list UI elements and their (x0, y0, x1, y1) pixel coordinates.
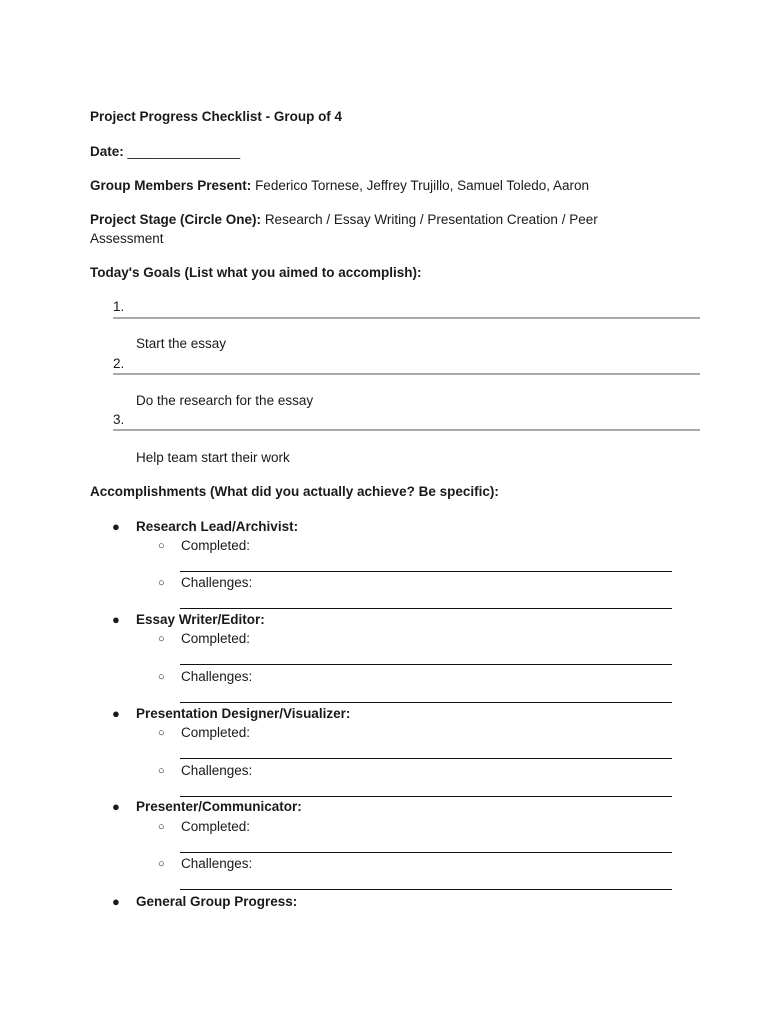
circle-bullet-icon: ○ (158, 577, 165, 589)
completed-line (180, 664, 672, 665)
project-stage (90, 212, 598, 227)
date-blank: _______________ (127, 144, 241, 159)
circle-bullet-icon: ○ (158, 633, 165, 645)
stage-label: Project Stage (Circle One): (90, 212, 262, 227)
completed-label: Completed: (181, 819, 251, 834)
completed-line (180, 758, 672, 759)
bullet-icon: ● (112, 706, 120, 721)
completed-line (180, 571, 672, 572)
goal-number: 1. (113, 299, 125, 314)
circle-bullet-icon: ○ (158, 765, 165, 777)
circle-bullet-icon: ○ (158, 540, 165, 552)
page-title: Project Progress Checklist - Group of 4 (90, 109, 343, 124)
goal-divider (113, 373, 700, 375)
goal-text: Help team start their work (136, 450, 290, 465)
members-label: Group Members Present: (90, 178, 252, 193)
date-label: Date: (90, 144, 124, 159)
challenges-label: Challenges: (181, 575, 253, 590)
challenges-line (180, 608, 672, 609)
goal-text: Start the essay (136, 336, 227, 351)
role-label: Essay Writer/Editor: (136, 612, 265, 627)
circle-bullet-icon: ○ (158, 858, 165, 870)
goal-text: Do the research for the essay (136, 393, 314, 408)
members-value: Federico Tornese, Jeffrey Trujillo, Samuel Toledo, Aaron (255, 178, 589, 193)
circle-bullet-icon: ○ (158, 671, 165, 683)
challenges-label: Challenges: (181, 856, 253, 871)
bullet-icon: ● (112, 519, 120, 534)
group-members (90, 178, 589, 193)
stage-options-cont: Assessment (90, 231, 164, 246)
challenges-label: Challenges: (181, 763, 253, 778)
challenges-line (180, 889, 672, 890)
role-label: Presenter/Communicator: (136, 799, 302, 814)
circle-bullet-icon: ○ (158, 821, 165, 833)
role-label: Presentation Designer/Visualizer: (136, 706, 351, 721)
stage-options: Research / Essay Writing / Presentation Creation / Peer (264, 212, 598, 227)
bullet-icon: ● (112, 612, 120, 627)
bullet-icon: ● (112, 894, 120, 909)
challenges-line (180, 796, 672, 797)
completed-label: Completed: (181, 725, 251, 740)
general-progress-label: General Group Progress: (136, 894, 298, 909)
completed-line (180, 852, 672, 853)
completed-label: Completed: (181, 631, 251, 646)
goal-number: 2. (113, 356, 125, 371)
goal-divider (113, 317, 700, 319)
bullet-icon: ● (112, 799, 120, 814)
goal-divider (113, 429, 700, 431)
accomplishments-heading: Accomplishments (What did you actually achieve? Be specific): (90, 484, 499, 499)
challenges-line (180, 702, 672, 703)
circle-bullet-icon: ○ (158, 727, 165, 739)
role-label: Research Lead/Archivist: (136, 519, 299, 534)
goal-number: 3. (113, 412, 125, 427)
challenges-label: Challenges: (181, 669, 253, 684)
goals-heading: Today's Goals (List what you aimed to accomplish): (90, 265, 422, 280)
date-field (90, 144, 240, 159)
completed-label: Completed: (181, 538, 251, 553)
